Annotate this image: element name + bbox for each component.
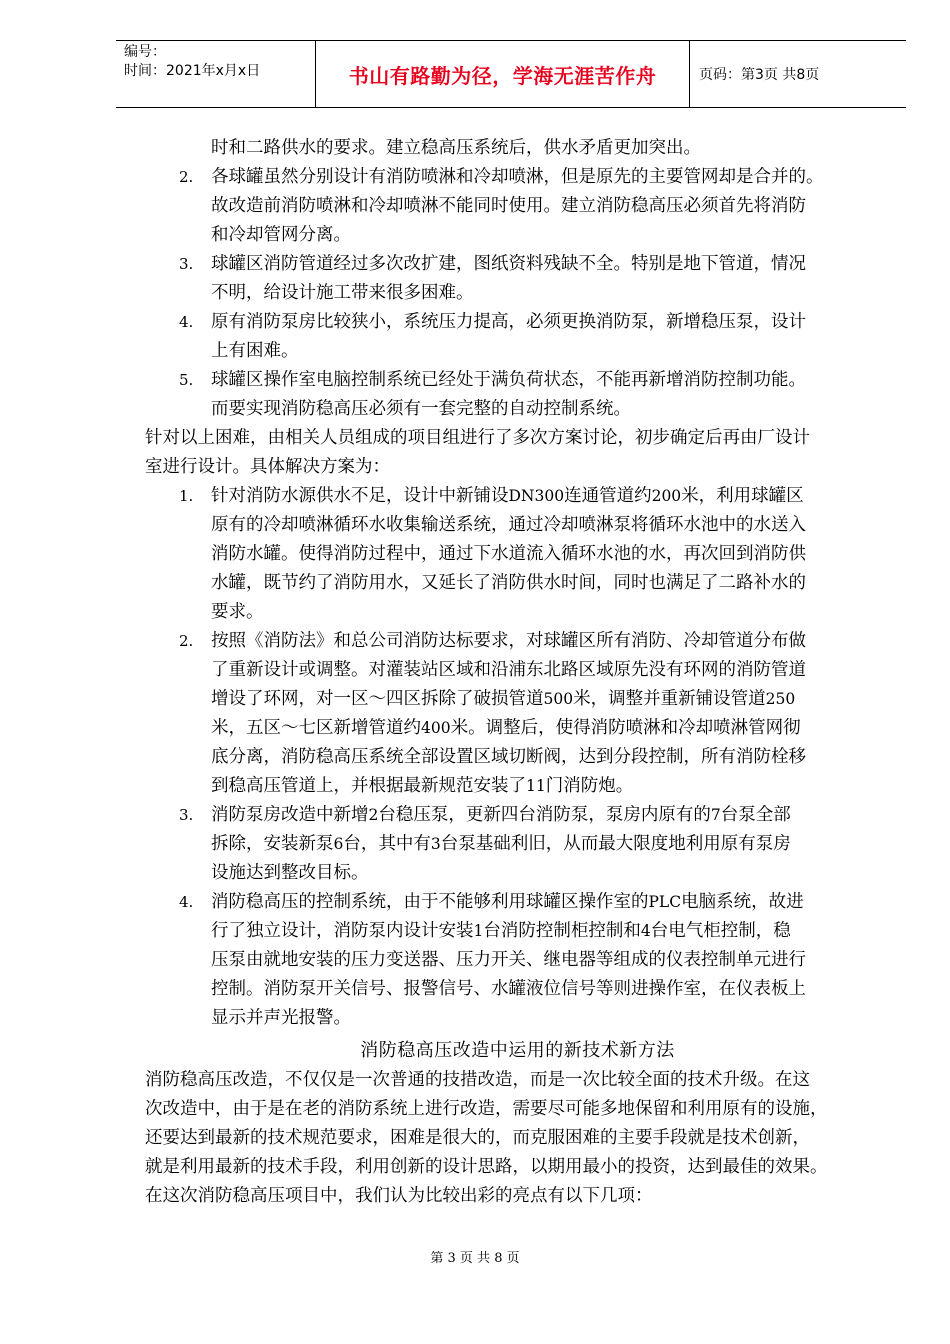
difficulty-list xyxy=(145,163,890,424)
difficulty-item xyxy=(145,250,890,308)
intro-line: 针对以上困难，由相关人员组成的项目组进行了多次方案讨论，初步确定后再由厂设计 xyxy=(145,428,810,448)
difficulty-line: 故改造前消防喷淋和冷却喷淋不能同时使用。建立消防稳高压必须首先将消防 xyxy=(211,196,806,216)
page-header xyxy=(116,40,906,108)
section-paragraph xyxy=(145,1066,890,1211)
solution-line: 消防泵房改造中新增2台稳压泵，更新四台消防泵，泵房内原有的7台泵全部 xyxy=(211,805,791,825)
solution-line: 行了独立设计，消防泵内设计安装1台消防控制柜控制和4台电气柜控制，稳 xyxy=(211,921,791,941)
difficulty-line: 而要实现消防稳高压必须有一套完整的自动控制系统。 xyxy=(211,399,631,419)
difficulty-number: 4. xyxy=(179,313,194,331)
solution-item xyxy=(145,801,890,888)
number-label: 编号： xyxy=(124,44,166,60)
motto: 书山有路勤为径，学海无涯苦作舟 xyxy=(348,63,657,88)
page-footer: 第 3 页 共 8 页 xyxy=(430,1251,520,1266)
solution-line: 拆除，安装新泵6台，其中有3台泵基础利旧，从而最大限度地利用原有泵房 xyxy=(211,834,791,854)
intro-paragraph xyxy=(145,424,890,482)
solution-line: 底分离，消防稳高压系统全部设置区域切断阀，达到分段控制，所有消防栓移 xyxy=(211,747,806,767)
solution-number: 4. xyxy=(179,893,194,911)
solution-list xyxy=(145,482,890,1033)
section-line: 在这次消防稳高压项目中，我们认为比较出彩的亮点有以下几项： xyxy=(145,1186,653,1206)
difficulty-line: 球罐区消防管道经过多次改扩建，图纸资料残缺不全。特别是地下管道，情况 xyxy=(211,254,806,274)
difficulty-number: 5. xyxy=(179,371,194,389)
intro-line: 室进行设计。具体解决方案为： xyxy=(145,457,390,477)
solution-line: 显示并声光报警。 xyxy=(211,1008,351,1028)
difficulty-line: 各球罐虽然分别设计有消防喷淋和冷却喷淋，但是原先的主要管网却是合并的。 xyxy=(211,167,824,187)
solution-line: 原有的冷却喷淋循环水收集输送系统，通过冷却喷淋泵将循环水池中的水送入 xyxy=(211,515,806,535)
difficulty-item xyxy=(145,366,890,424)
solution-number: 2. xyxy=(179,632,194,650)
solution-line: 压泵由就地安装的压力变送器、压力开关、继电器等组成的仪表控制单元进行 xyxy=(211,950,806,970)
solution-line: 控制。消防泵开关信号、报警信号、水罐液位信号等则进操作室，在仪表板上 xyxy=(211,979,806,999)
solution-line: 了重新设计或调整。对灌装站区域和沿浦东北路区域原先没有环网的消防管道 xyxy=(211,660,806,680)
solution-number: 1. xyxy=(179,487,194,505)
solution-line: 按照《消防法》和总公司消防达标要求，对球罐区所有消防、冷却管道分布做 xyxy=(211,631,806,651)
solution-item xyxy=(145,888,890,1033)
difficulty-line: 和冷却管网分离。 xyxy=(211,225,351,245)
solution-line: 水罐，既节约了消防用水，又延长了消防供水时间，同时也满足了二路补水的 xyxy=(211,573,806,593)
section-line: 消防稳高压改造，不仅仅是一次普通的技措改造，而是一次比较全面的技术升级。在这 xyxy=(145,1070,810,1090)
continued-line: 时和二路供水的要求。建立稳高压系统后，供水矛盾更加突出。 xyxy=(211,138,701,158)
solution-line: 增设了环网，对一区～四区拆除了破损管道500米，调整并重新铺设管道250 xyxy=(211,689,796,709)
difficulty-item xyxy=(145,308,890,366)
solution-line: 消防稳高压的控制系统，由于不能够利用球罐区操作室的PLC电脑系统，故进 xyxy=(211,892,804,912)
difficulty-line: 不明，给设计施工带来很多困难。 xyxy=(211,283,474,303)
solution-line: 设施达到整改目标。 xyxy=(211,863,369,883)
difficulty-line: 上有困难。 xyxy=(211,341,299,361)
section-heading: 消防稳高压改造中运用的新技术新方法 xyxy=(360,1040,675,1061)
solution-line: 到稳高压管道上，并根据最新规范安装了11门消防炮。 xyxy=(211,776,634,796)
solution-line: 消防水罐。使得消防过程中，通过下水道流入循环水池的水，再次回到消防供 xyxy=(211,544,806,564)
solution-line: 米，五区～七区新增管道约400米。调整后，使得消防喷淋和冷却喷淋管网彻 xyxy=(211,718,801,738)
difficulty-line: 球罐区操作室电脑控制系统已经处于满负荷状态，不能再新增消防控制功能。 xyxy=(211,370,806,390)
solution-number: 3. xyxy=(179,806,194,824)
header-motto-cell xyxy=(316,41,690,107)
time-label: 时间：2021年x月x日 xyxy=(124,63,261,79)
section-line: 次改造中，由于是在老的消防系统上进行改造，需要尽可能多地保留和利用原有的设施， xyxy=(145,1099,828,1119)
header-meta xyxy=(116,41,316,107)
document-body xyxy=(145,134,890,1211)
solution-line: 要求。 xyxy=(211,602,264,622)
page-label: 页码：第3页 共8页 xyxy=(699,67,820,83)
solution-item xyxy=(145,627,890,801)
difficulty-number: 2. xyxy=(179,168,194,186)
difficulty-item xyxy=(145,163,890,250)
section-line: 还要达到最新的技术规范要求，困难是很大的，而克服困难的主要手段就是技术创新， xyxy=(145,1128,810,1148)
difficulty-line: 原有消防泵房比较狭小，系统压力提高，必须更换消防泵，新增稳压泵，设计 xyxy=(211,312,806,332)
solution-line: 针对消防水源供水不足，设计中新铺设DN300连通管道约200米，利用球罐区 xyxy=(211,486,804,506)
section-line: 就是利用最新的技术手段，利用创新的设计思路，以期用最小的投资，达到最佳的效果。 xyxy=(145,1157,828,1177)
header-page-cell xyxy=(690,41,906,107)
difficulty-number: 3. xyxy=(179,255,194,273)
solution-item xyxy=(145,482,890,627)
